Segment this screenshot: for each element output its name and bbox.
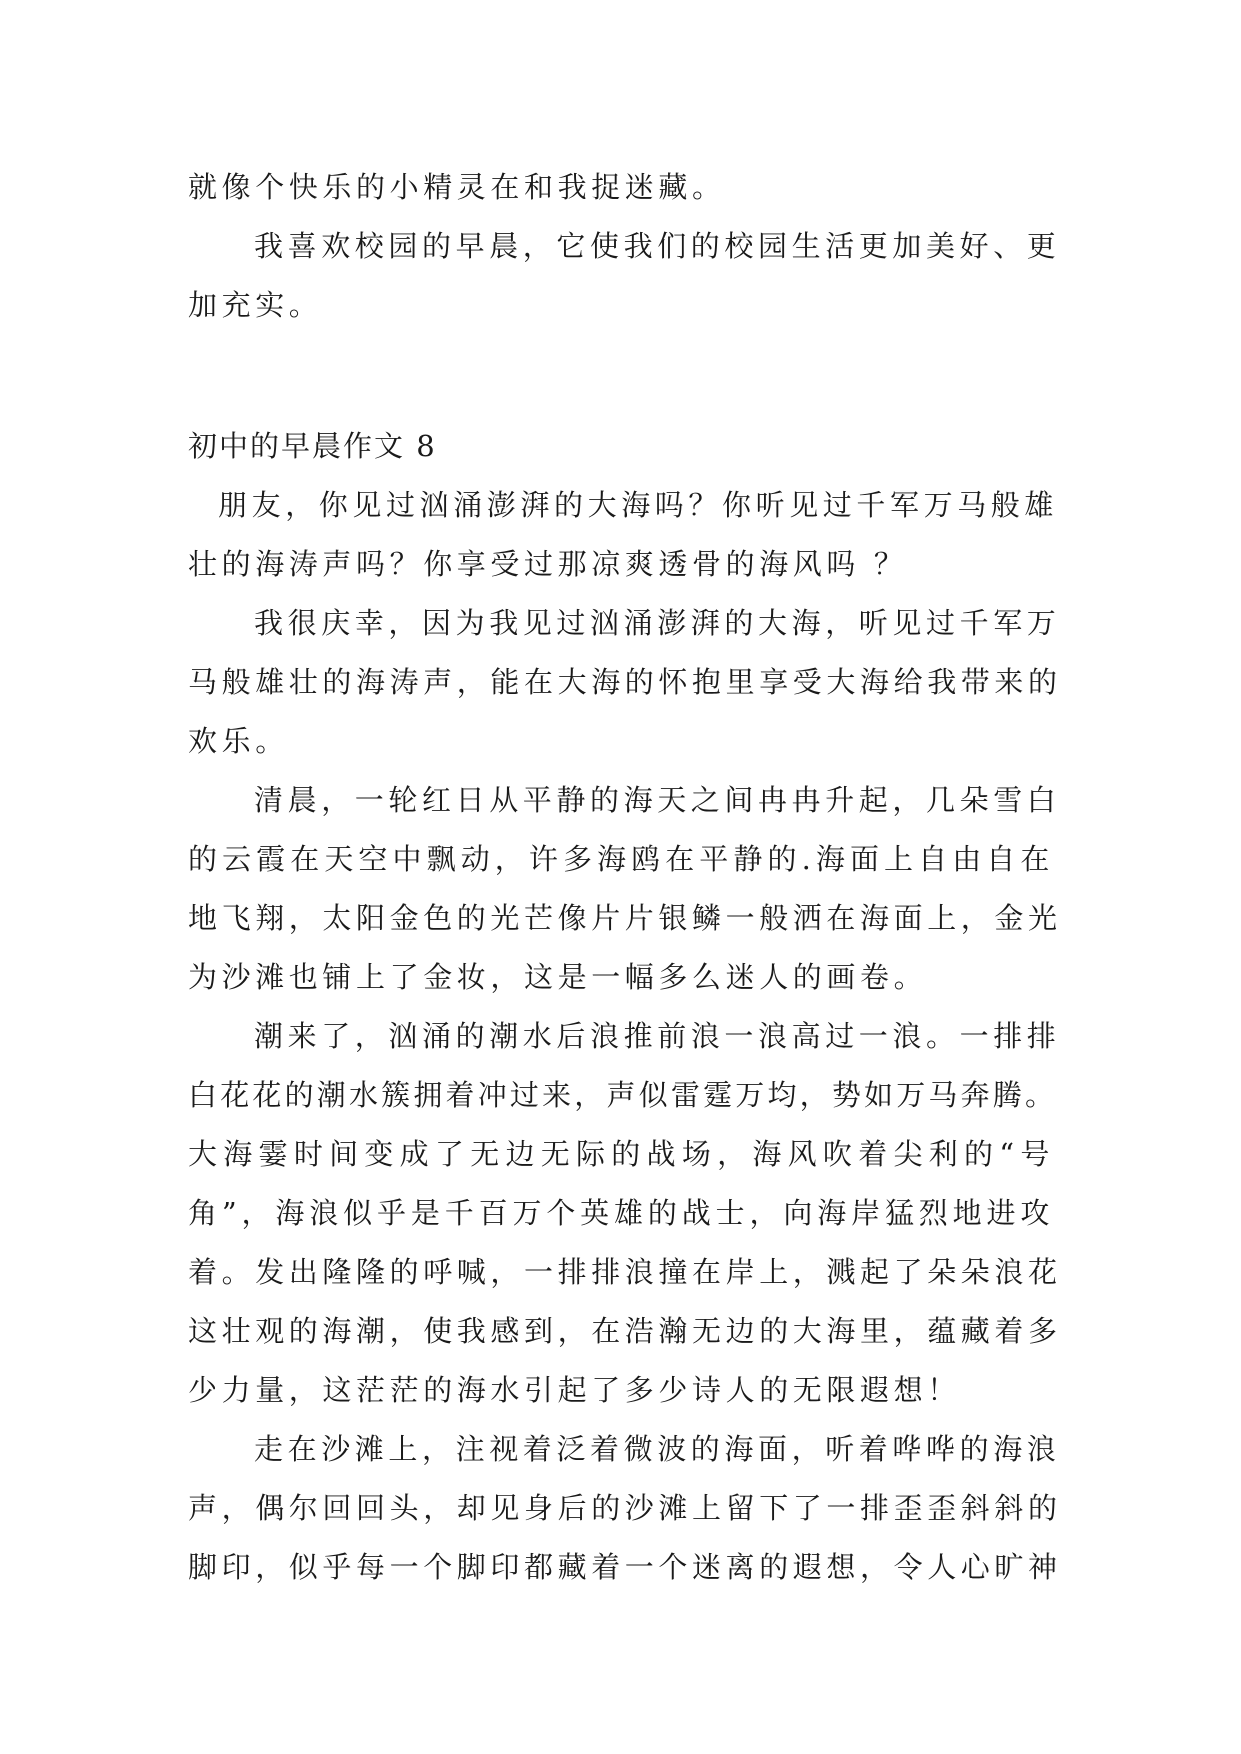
text-line: 我喜欢校园的早晨，它使我们的校园生活更加美好、更	[254, 229, 1061, 263]
text-line: 朋友，你见过汹涌澎湃的大海吗？你听见过千军万马般雄	[218, 488, 1059, 522]
text-line: 我很庆幸，因为我见过汹涌澎湃的大海，听见过千军万	[254, 606, 1061, 640]
text-line: 地飞翔，太阳金色的光芒像片片银鳞一般洒在海面上，金光	[188, 901, 1062, 935]
paragraph-first-line	[188, 217, 1061, 276]
section-title: 初中的早晨作文 8	[188, 429, 437, 463]
text-line: 声，偶尔回回头，却见身后的沙滩上留下了一排歪歪斜斜的	[188, 1491, 1062, 1525]
text-line: 加充实。	[188, 288, 323, 322]
text-line: 马般雄壮的海涛声，能在大海的怀抱里享受大海给我带来的	[188, 665, 1062, 699]
text-line: 壮的海涛声吗？你享受过那凉爽透骨的海风吗 ？	[188, 547, 908, 581]
text-line: 为沙滩也铺上了金妆，这是一幅多么迷人的画卷。	[188, 960, 928, 994]
paragraph-first-line	[188, 476, 1059, 535]
text-line-full	[188, 1479, 1062, 1538]
document-body	[188, 158, 1062, 1597]
paragraph-first-line	[188, 1420, 1061, 1479]
text-line: 走在沙滩上，注视着泛着微波的海面，听着哗哗的海浪	[254, 1432, 1061, 1466]
text-line: 着。发出隆隆的呼喊，一排排浪撞在岸上，溅起了朵朵浪花	[188, 1255, 1062, 1289]
text-line: 清晨，一轮红日从平静的海天之间冉冉升起，几朵雪白	[254, 783, 1061, 817]
text-line: 的云霞在天空中飘动，许多海鸥在平静的.海面上自由自在	[188, 842, 1054, 876]
paragraph-first-line	[188, 1007, 1061, 1066]
text-line: 就像个快乐的小精灵在和我捉迷藏。	[188, 170, 726, 204]
section-gap	[188, 335, 1054, 417]
text-line: 欢乐。	[188, 724, 289, 758]
text-line-full	[188, 889, 1062, 948]
text-line-full	[188, 1184, 1054, 1243]
text-line: 少力量，这茫茫的海水引起了多少诗人的无限遐想！	[188, 1373, 961, 1407]
text-line-full	[188, 1243, 1062, 1302]
text-line-full	[188, 1538, 1062, 1597]
text-line: 白花花的潮水簇拥着冲过来，声似雷霆万均，势如万马奔腾。	[188, 1078, 1054, 1112]
text-line-full	[188, 1125, 1054, 1184]
text-line-full	[188, 653, 1062, 712]
text-line: 脚印，似乎每一个脚印都藏着一个迷离的遐想，令人心旷神	[188, 1550, 1062, 1584]
text-line: 这壮观的海潮，使我感到，在浩瀚无边的大海里，蕴藏着多	[188, 1314, 1062, 1348]
paragraph-first-line	[188, 771, 1061, 830]
text-line: 角”，海浪似乎是千百万个英雄的战士，向海岸猛烈地进攻	[188, 1196, 1054, 1230]
text-line: 潮来了，汹涌的潮水后浪推前浪一浪高过一浪。一排排	[254, 1019, 1061, 1053]
text-line: 大海霎时间变成了无边无际的战场，海风吹着尖利的“号	[188, 1137, 1054, 1171]
text-line-full	[188, 830, 1054, 889]
text-line-full	[188, 1302, 1062, 1361]
paragraph-first-line	[188, 594, 1061, 653]
text-line-full	[188, 1066, 1054, 1125]
